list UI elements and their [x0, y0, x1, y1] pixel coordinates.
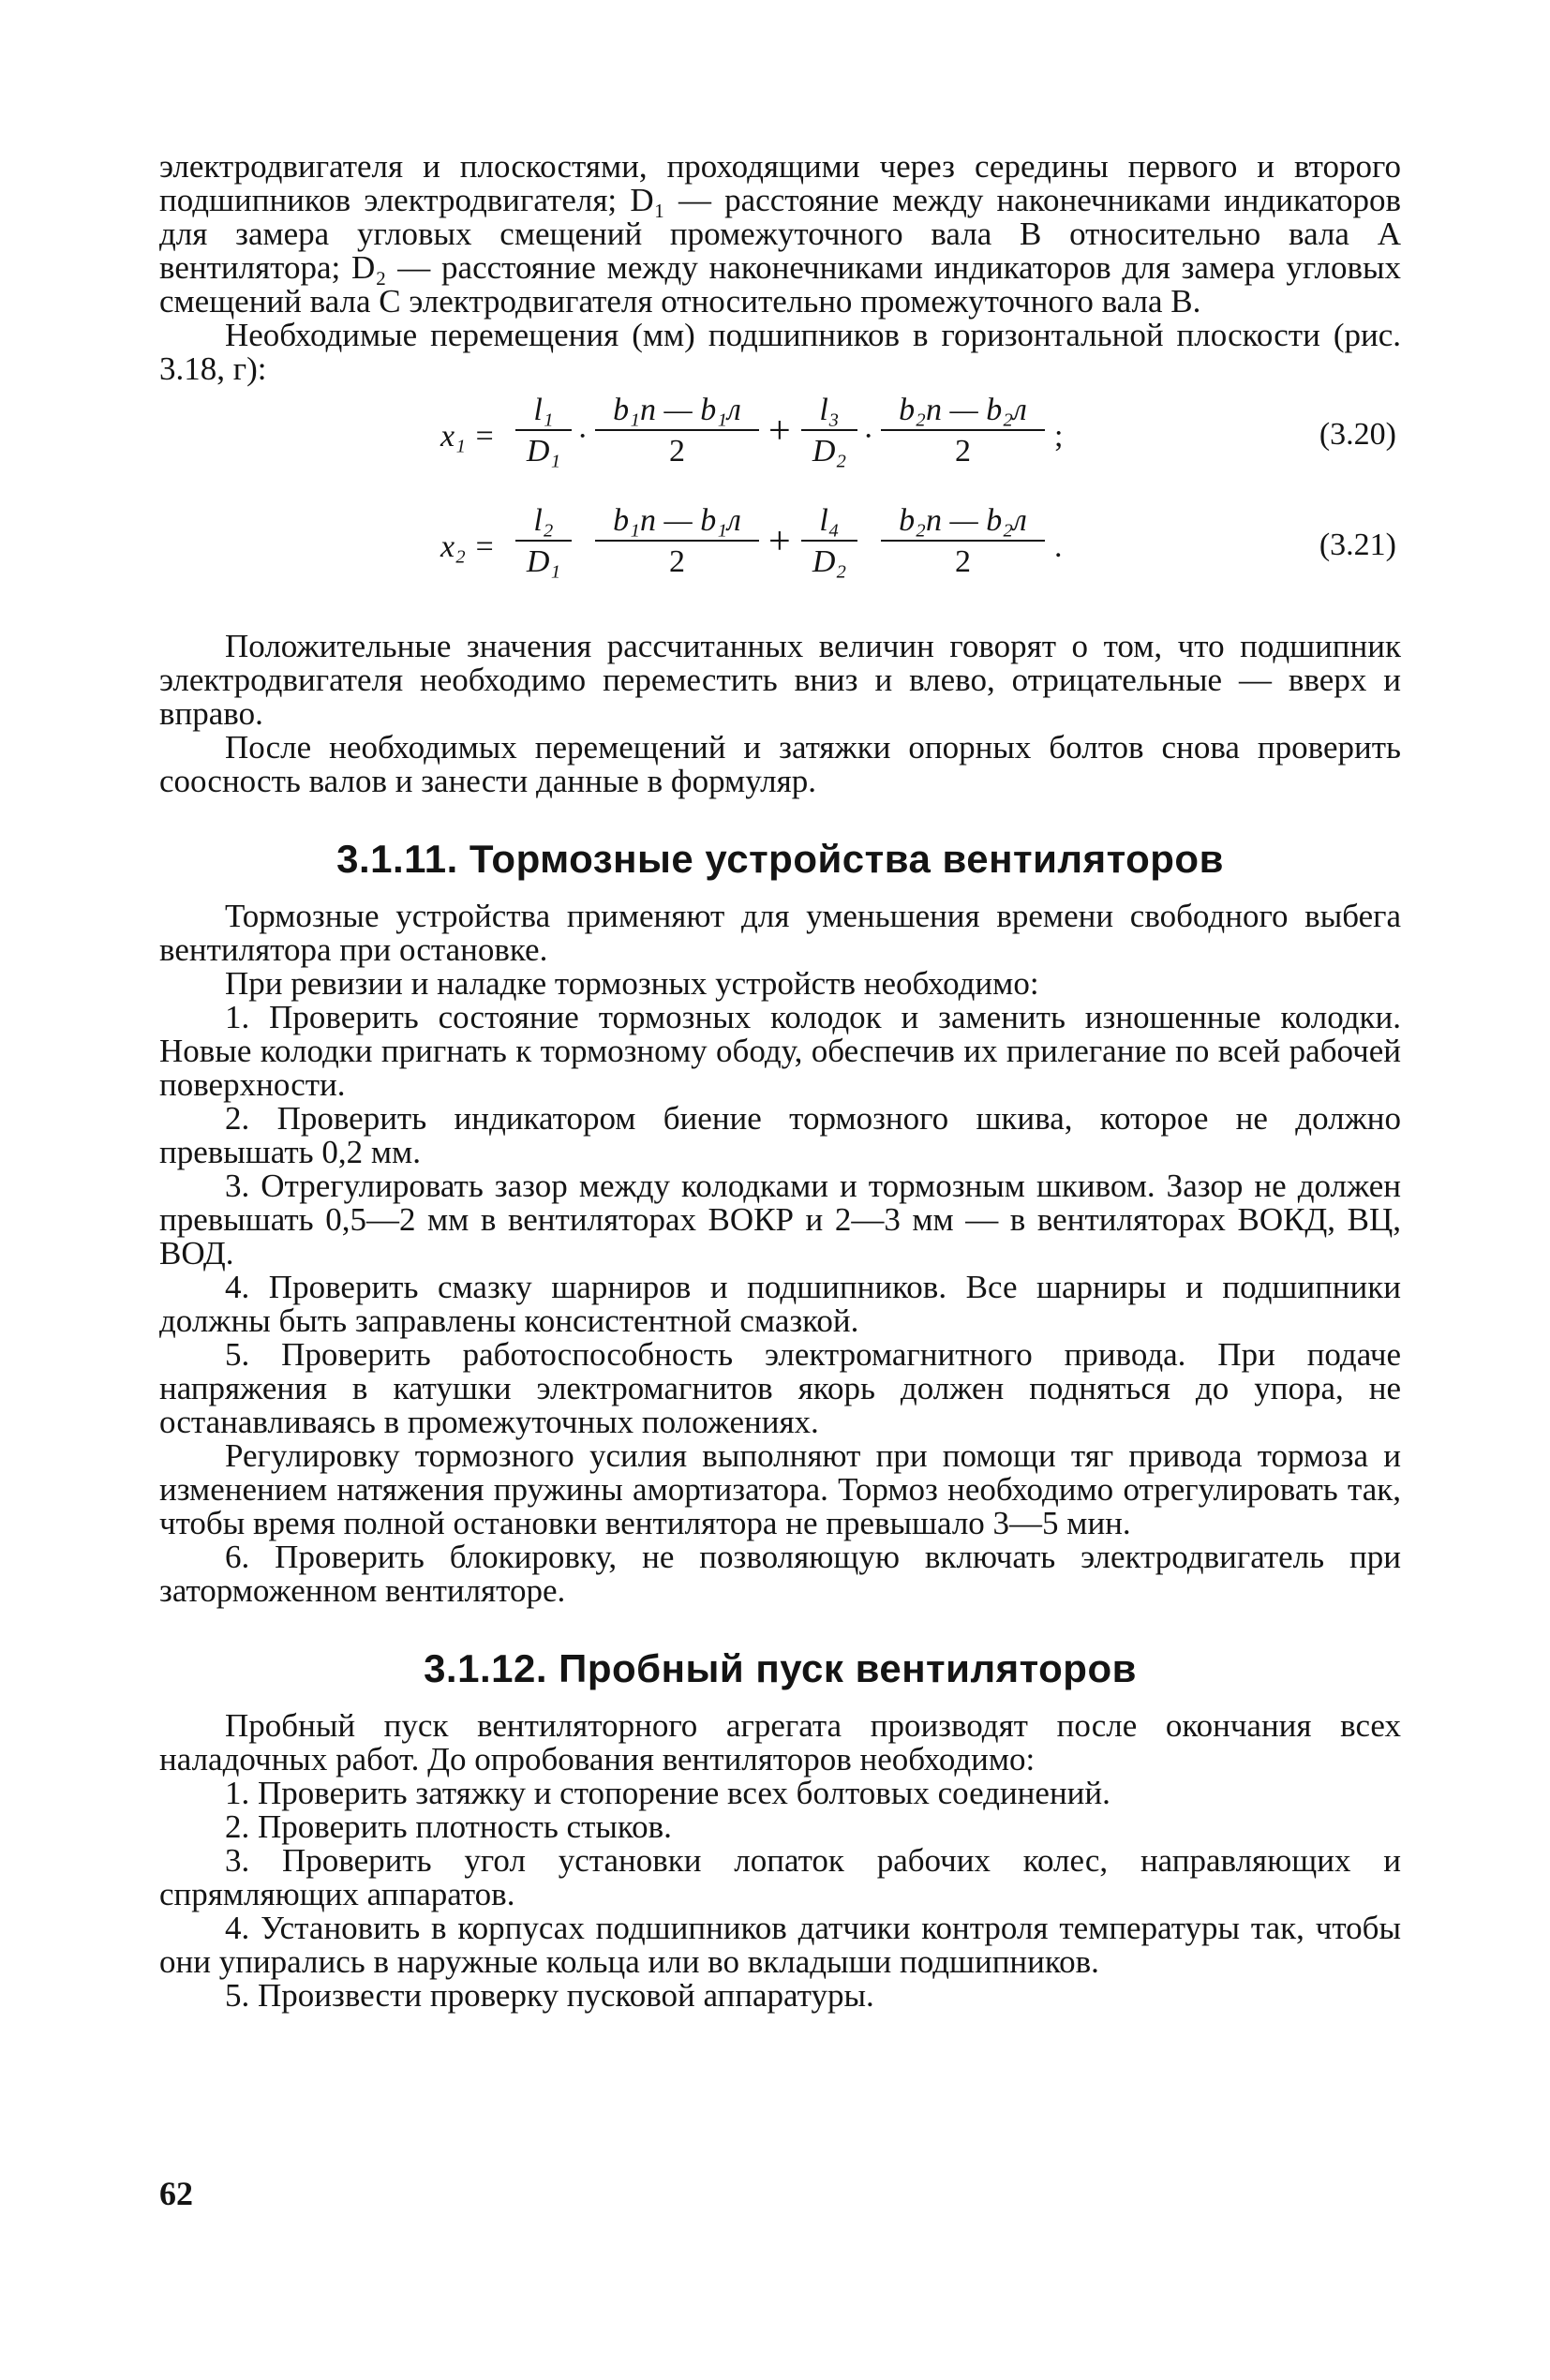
fraction-denominator: 2	[669, 544, 685, 579]
intro-paragraph-2: Необходимые перемещения (мм) подшипников в горизонтальной плоскости (рис. 3.18, г):	[159, 317, 1401, 387]
section2-paragraph: Пробный пуск вентиляторного агрегата производят после окончания всех наладочных работ. До опробования вентиляторов необходимо:	[159, 1707, 1401, 1778]
fraction-denominator: 2	[955, 434, 971, 469]
fraction-b-diff	[595, 502, 759, 581]
intro-paragraph-1: электродвигателя и плоскостями, проходящими через середины первого и второго подшипников электродвигателя; D₁ — расстояние между наконечниками индикаторов для замера угловых смещений промежуточного вала В относительно вала А вентилятора; D₂ — расстояние между наконечниками индикаторов для замера угловых смещений вала С электродвигателя относительно промежуточного вала В.	[159, 148, 1401, 320]
section-heading-3-1-12: 3.1.12. Пробный пуск вентиляторов	[424, 1646, 1137, 1690]
fraction-denominator: 2	[669, 434, 685, 469]
formula-expression	[440, 392, 1265, 497]
fraction-b-diff	[881, 392, 1045, 470]
formula-lhs: x₁ =	[440, 419, 496, 454]
equation-number: (3.20)	[1319, 417, 1396, 452]
section1-paragraph: При ревизии и наладке тормозных устройств необходимо:	[225, 965, 1039, 1002]
page-content	[159, 150, 1401, 2013]
fraction-numerator: b₂п — b₂л	[899, 393, 1027, 427]
equation-number: (3.21)	[1319, 528, 1396, 562]
formula-expression	[440, 502, 1265, 607]
fraction-denominator: D₂	[812, 434, 847, 469]
section1-list-item: 6. Проверить блокировку, не позволяющую включать электродвигатель при заторможенном вентиляторе.	[159, 1539, 1401, 1609]
fraction-l-over-d	[801, 502, 857, 581]
fraction-b-diff	[595, 392, 759, 470]
fraction-l-over-d	[515, 392, 572, 470]
formula-terminator: .	[1054, 529, 1063, 564]
plus-sign: +	[768, 520, 791, 563]
formula-3-20	[159, 392, 1401, 497]
section1-list-item: 2. Проверить индикатором биение тормозного шкива, которое не должно превышать 0,2 мм.	[159, 1100, 1401, 1170]
section1-paragraph: Регулировку тормозного усилия выполняют при помощи тяг привода тормоза и изменением натяжения пружины амортизатора. Тормоз необходимо отрегулировать так, чтобы время полной остановки вентилятора не превышало 3—5 мин.	[159, 1437, 1401, 1541]
fraction-l-over-d	[801, 392, 857, 470]
fraction-numerator: l₃	[819, 393, 840, 427]
after-formula-paragraph-2: После необходимых перемещений и затяжки опорных болтов снова проверить соосность валов и занести данные в формуляр.	[159, 729, 1401, 799]
plus-sign: +	[768, 409, 791, 453]
formula-lhs: x₂ =	[440, 529, 496, 564]
section1-list-item: 3. Отрегулировать зазор между колодками и тормозным шкивом. Зазор не должен превышать 0,5—2 мм в вентиляторах ВОКР и 2—3 мм — в вентиляторах ВОКД, ВЦ, ВОД.	[159, 1168, 1401, 1272]
fraction-denominator: D₂	[812, 544, 847, 579]
section2-list-item: 2. Проверить плотность стыков.	[225, 1808, 672, 1845]
fraction-numerator: l₄	[819, 503, 840, 538]
multiply-dot: ·	[863, 419, 874, 454]
fraction-numerator: b₁п — b₁л	[613, 393, 741, 427]
fraction-b-diff	[881, 502, 1045, 581]
fraction-numerator: l₁	[533, 393, 554, 427]
multiply-dot: ·	[577, 419, 589, 454]
section-heading-3-1-11: 3.1.11. Тормозные устройства вентиляторов	[336, 837, 1224, 881]
formula-terminator: ;	[1054, 419, 1064, 454]
section1-list-item: 4. Проверить смазку шарниров и подшипников. Все шарниры и подшипники должны быть заправлены консистентной смазкой.	[159, 1269, 1401, 1339]
fraction-numerator: b₂п — b₂л	[899, 503, 1027, 538]
fraction-denominator: 2	[955, 544, 971, 579]
section2-list-item: 3. Проверить угол установки лопаток рабочих колес, направляющих и спрямляющих аппаратов.	[159, 1842, 1401, 1912]
after-formula-paragraph-1: Положительные значения рассчитанных величин говорят о том, что подшипник электродвигателя необходимо переместить вниз и влево, отрицательные — вверх и вправо.	[159, 628, 1401, 732]
section2-list-item: 5. Произвести проверку пусковой аппаратуры.	[225, 1977, 874, 2014]
section1-list-item: 5. Проверить работоспособность электромагнитного привода. При подаче напряжения в катушки электромагнитов якорь должен подняться до упора, не останавливаясь в промежуточных положениях.	[159, 1336, 1401, 1440]
section2-list-item: 4. Установить в корпусах подшипников датчики контроля температуры так, чтобы они упирались в наружные кольца или во вкладыши подшипников.	[159, 1910, 1401, 1980]
section1-paragraph: Тормозные устройства применяют для уменьшения времени свободного выбега вентилятора при остановке.	[159, 898, 1401, 968]
fraction-l-over-d	[515, 502, 572, 581]
fraction-denominator: D₁	[526, 544, 561, 579]
fraction-denominator: D₁	[526, 434, 561, 469]
section1-list-item: 1. Проверить состояние тормозных колодок и заменить изношенные колодки. Новые колодки пригнать к тормозному ободу, обеспечив их прилегание по всей рабочей поверхности.	[159, 999, 1401, 1103]
fraction-numerator: b₁п — b₁л	[613, 503, 741, 538]
section2-list-item: 1. Проверить затяжку и стопорение всех болтовых соединений.	[225, 1775, 1110, 1811]
fraction-numerator: l₂	[533, 503, 554, 538]
formula-3-21	[159, 502, 1401, 607]
page-number: 62	[159, 2175, 193, 2212]
